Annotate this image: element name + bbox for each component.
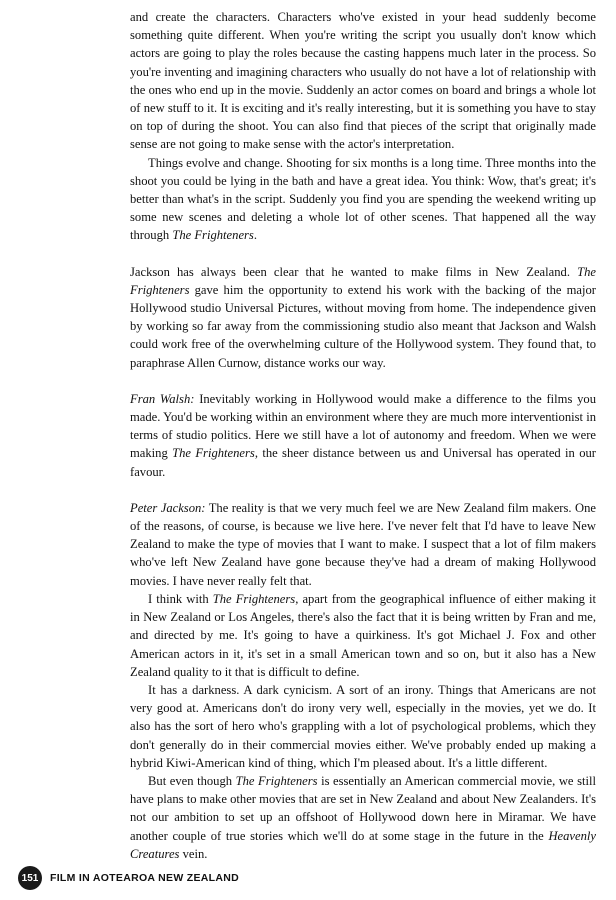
film-title: Heavenly Creatures — [130, 828, 596, 861]
film-title: The Frighteners — [130, 264, 596, 297]
paragraph-7 — [130, 681, 596, 772]
paragraph-6-text-b: , apart from the geographical influence of either making it in New Zealand or Los Angeles, there's also the fact that it is being written by Fran and me, and directed by me. It's going to have a quirkiness. It's got Michael J. Fox and other American actors in it, it's set in a small American town and so on, but it also has a New Zealand quality to it that is difficult to define. — [130, 591, 596, 679]
page-number-badge — [18, 866, 42, 890]
film-title: The Frighteners — [235, 773, 318, 788]
paragraph-2 — [130, 154, 596, 245]
paragraph-3-text-a: Jackson has always been clear that he wanted to make films in New Zealand. — [130, 264, 578, 279]
film-title: The Frighteners — [172, 446, 255, 461]
paragraph-6 — [130, 590, 596, 681]
paragraph-8-text-b: is essentially an American commercial movie, we still have plans to make other movies that are set in New Zealand and about New Zealanders. It's not our ambition to set up an offshoot of Hollywood down here in Miramar. We have another couple of true stories which we'll do at some stage in the future in the — [130, 773, 596, 843]
film-title: The Frighteners — [212, 591, 296, 606]
paragraph-1-text: and create the characters. Characters who've existed in your head suddenly become something quite different. When you're writing the script you usually don't know which actors are going to play the roles because the casting happens much later in the process. So you're inventing and imagining characters who usually do not have a lot of relationship with the ones who end up in the movie. Suddenly an actor comes on board and brings a whole lot of new stuff to it. It is exciting and it's really interesting, but it is something you have to stay on top of during the shoot. You can also find that pieces of the script that originally made sense are not going to make sense with the actor's interpretation. — [130, 10, 596, 152]
paragraph-4-text-a: Inevitably working in Hollywood would make a difference to the films you made. You'd be working within an environment where they are much more interventionist in terms of studio politics. Here we still have a lot of autonomy and freedom. When we were making — [130, 391, 596, 461]
paragraph-1 — [130, 8, 596, 154]
film-title: The Frighteners — [172, 228, 254, 243]
paragraph-4 — [130, 390, 596, 481]
paragraph-3-text-b: gave him the opportunity to extend his work with the backing of the major Hollywood studio Universal Pictures, without moving from home. The independence given by working so far away from the commissioning studio also meant that Jackson and Walsh could work free of the overwhelming culture of the Hollywood system. They found that, to paraphrase Allen Curnow, distance works our way. — [130, 282, 596, 370]
paragraph-6-text-a: I think with — [148, 591, 213, 606]
running-title: FILM IN AOTEAROA NEW ZEALAND — [50, 872, 240, 884]
paragraph-5-text: The reality is that we very much feel we are New Zealand film makers. One of the reasons, of course, is because we live here. I've never felt that I'd have to leave New Zealand to make the type of movies that I want to make. I suspect that a lot of film makers who've left New Zealand have gone because they've had a dream of making Hollywood movies. I have never really felt that. — [130, 500, 596, 588]
paragraph-2-end: . — [253, 228, 257, 243]
paragraph-7-text: It has a darkness. A dark cynicism. A sort of an irony. Things that Americans are not very good at. Americans don't do irony very well, especially in the movies, yet we do. It also has the sort of hero who's grappling with a lot of psychological problems, which they don't generally do in their commercial movies either. We've probably ended up making a hybrid Kiwi-American kind of thing, which I'm pleased about. It's a little different. — [130, 682, 596, 770]
paragraph-8 — [130, 772, 596, 863]
paragraph-2-text: Things evolve and change. Shooting for six months is a long time. Three months into the shoot you could be lying in the bath and have a great idea. You think: Wow, that's great; it's better than what's in the script. Suddenly you find you are spending the weekend writing up some new scenes and deleting a whole lot of other scenes. That happened all the way through — [130, 155, 596, 243]
paragraph-5 — [130, 499, 596, 590]
paragraph-3 — [130, 263, 596, 372]
page-number: 151 — [21, 872, 39, 884]
paragraph-8-text-c: vein. — [179, 846, 208, 861]
body-text — [130, 8, 596, 863]
speaker-name: Fran Walsh: — [130, 391, 195, 406]
paragraph-8-text-a: But even though — [148, 773, 236, 788]
paragraph-4-text-b: , the sheer distance between us and Universal has operated in our favour. — [130, 446, 596, 479]
speaker-name: Peter Jackson: — [130, 500, 206, 515]
page-footer — [18, 866, 239, 890]
